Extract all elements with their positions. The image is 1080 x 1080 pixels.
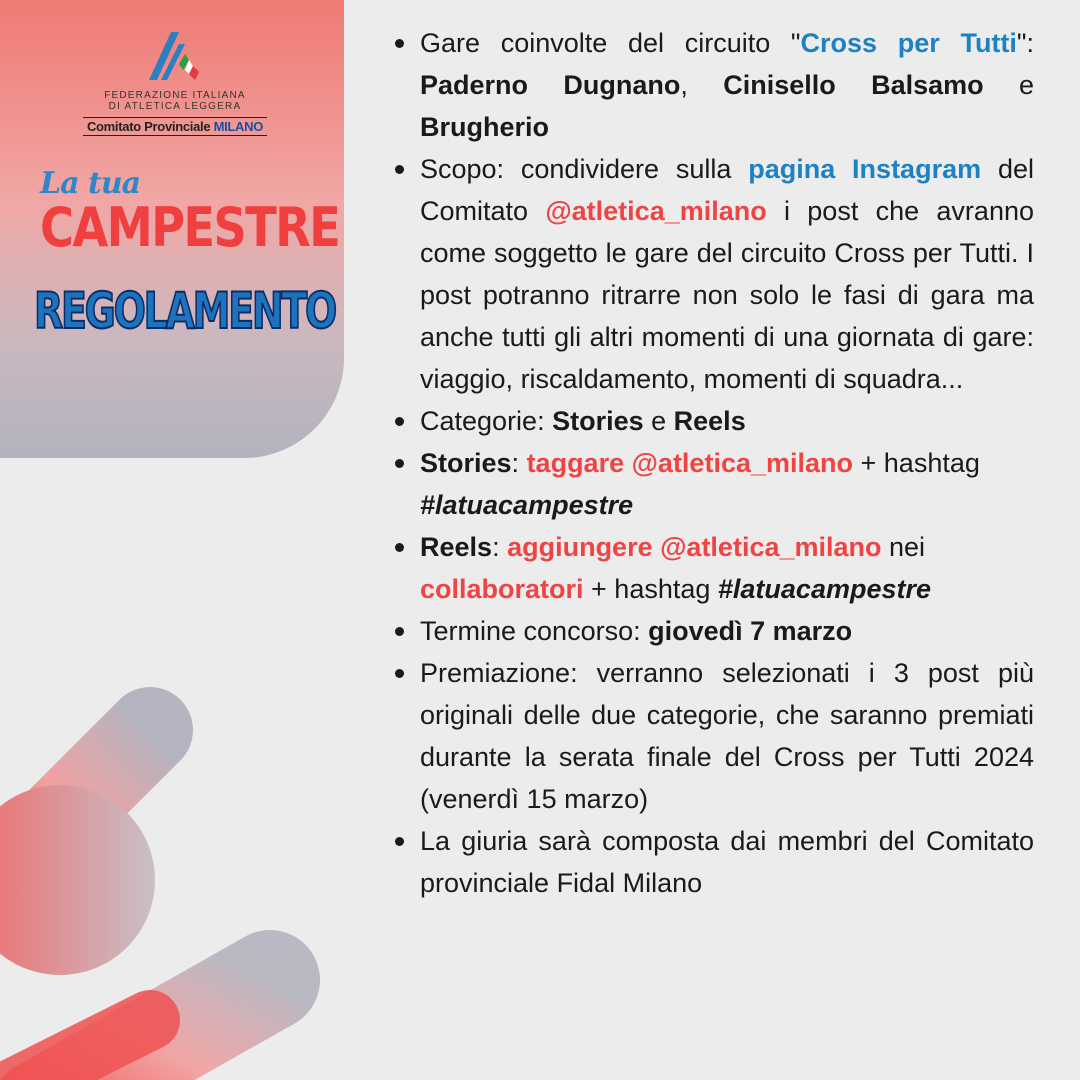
rule-purpose: Scopo: condividere sulla pagina Instagram del Comitato @atletica_milano i post che avranno come soggetto le gare del circuito Cross per Tutti. I post potranno ritrarre non solo le fasi di gara ma anche tutti gli altri momenti di una giornata di gare: viaggio, riscaldamento, momenti di squadra... bbox=[392, 148, 1034, 400]
deadline-date: giovedì 7 marzo bbox=[648, 616, 853, 646]
city-cinisello: Cinisello Balsamo bbox=[723, 70, 984, 100]
reels-label: Reels bbox=[420, 532, 493, 562]
reels-action: aggiungere @atletica_milano bbox=[507, 532, 882, 562]
city-brugherio: Brugherio bbox=[420, 112, 550, 142]
rules-list bbox=[392, 22, 1034, 904]
rule-categories: Categorie: Stories e Reels bbox=[392, 400, 1034, 442]
logo-committee-city: MILANO bbox=[213, 119, 264, 134]
stories-hashtag: #latuacampestre bbox=[420, 490, 634, 520]
rule-reels: Reels: aggiungere @atletica_milano nei collaboratori + hashtag #latuacampestre bbox=[392, 526, 1034, 610]
stories-action: taggare @atletica_milano bbox=[526, 448, 854, 478]
reels-collaborators: collaboratori bbox=[420, 574, 584, 604]
circuit-name: Cross per Tutti bbox=[800, 28, 1017, 58]
stories-label: Stories bbox=[420, 448, 512, 478]
category-stories: Stories bbox=[552, 406, 644, 436]
rule-deadline: Termine concorso: giovedì 7 marzo bbox=[392, 610, 1034, 652]
rule-awards: Premiazione: verranno selezionati i 3 post più originali delle due categorie, che saranno premiati durante la serata finale del Cross per Tutti 2024 (venerdì 15 marzo) bbox=[392, 652, 1034, 820]
decor-circle bbox=[0, 785, 155, 975]
logo-committee-prefix: Comitato Provinciale bbox=[86, 119, 211, 134]
reels-hashtag: #latuacampestre bbox=[717, 574, 932, 604]
logo-line1: FEDERAZIONE ITALIANA bbox=[104, 90, 246, 101]
instagram-page-link: pagina Instagram bbox=[748, 154, 982, 184]
city-paderno: Paderno Dugnano bbox=[420, 70, 681, 100]
title-campestre: CAMPESTRE bbox=[40, 196, 340, 259]
title-la-tua: La tua bbox=[40, 166, 141, 201]
decorative-shapes bbox=[0, 0, 360, 1080]
title-regolamento: REGOLAMENTO bbox=[34, 282, 336, 340]
rule-jury: La giuria sarà composta dai membri del Comitato provinciale Fidal Milano bbox=[392, 820, 1034, 904]
logo-line2: DI ATLETICA LEGGERA bbox=[108, 101, 242, 112]
rule-stories: Stories: taggare @atletica_milano + hashtag #latuacampestre bbox=[392, 442, 1034, 526]
handle-mention: @atletica_milano bbox=[545, 196, 767, 226]
category-reels: Reels bbox=[673, 406, 746, 436]
rule-circuit: Gare coinvolte del circuito "Cross per Tutti": Paderno Dugnano, Cinisello Balsamo e Brugherio bbox=[392, 22, 1034, 148]
rules-content bbox=[392, 22, 1034, 904]
